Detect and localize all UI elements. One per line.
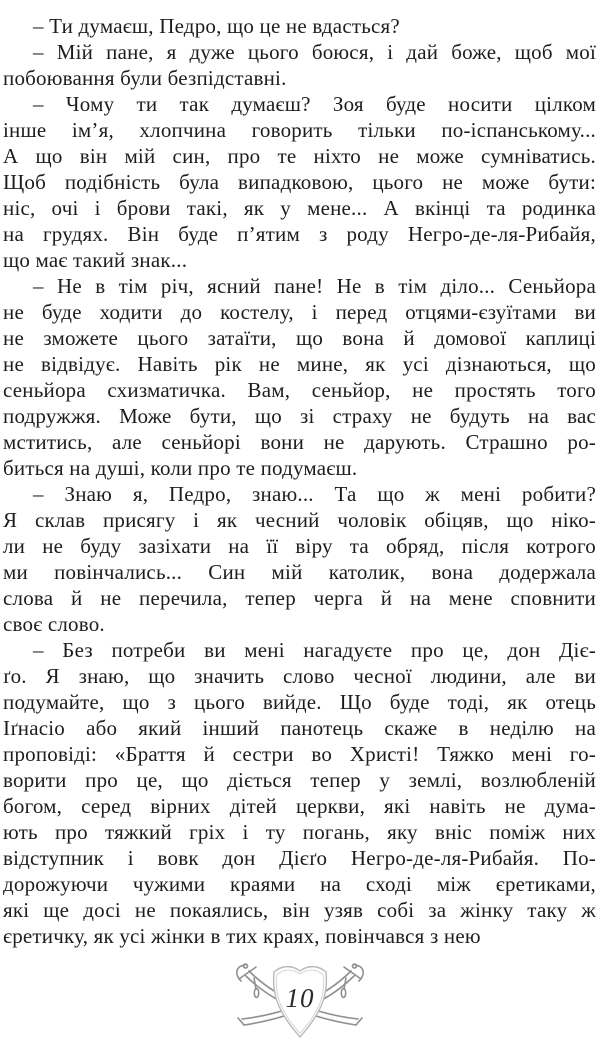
text-line-p6-l5: проповіді: «Браття й сестри во Христі! Тяжко мені го- (3, 742, 596, 766)
text-line-p6-l4: Іґнасіо або який інший панотець скаже в неділю на (3, 716, 596, 740)
page-footer-ornament (230, 962, 370, 1041)
text-line-p6-l11: які ще досі не покаялись, він узяв собі за жінку таку ж (3, 898, 596, 922)
text-line-p3-l7: що має такий знак... (3, 248, 188, 272)
text-line-p5-l1: – Знаю я, Педро, знаю... Та що ж мені робити? (33, 482, 596, 506)
text-line-p6-l8: ють про тяжкий гріх і ту погань, яку вніс поміж них (3, 820, 596, 844)
text-line-p6-l1: – Без потреби ви мені нагадуєте про це, дон Діє- (33, 638, 596, 662)
text-line-p6-l10: дорожуючи чужими краями на сході між єретиками, (3, 872, 596, 896)
text-line-p3-l3: А що він мій син, про те ніхто не може сумніватись. (3, 144, 596, 168)
text-line-p4-l4: не відвідує. Навіть рік не мине, як усі дізнаються, що (3, 352, 596, 376)
text-line-p6-l12: єретичку, як усі жінки в тих краях, повінчався з нею (3, 924, 481, 948)
text-line-p6-l7: богом, серед вірних дітей церкви, які навіть не дума- (3, 794, 596, 818)
text-line-p1-l1: – Ти думаєш, Педро, що це не вдасться? (33, 14, 400, 38)
text-line-p4-l2: не буде ходити до костелу, і перед отцями-єзуїтами ви (3, 300, 596, 324)
text-line-p4-l1: – Не в тім річ, ясний пане! Не в тім діло... Сеньйора (33, 274, 596, 298)
text-line-p5-l3: ли не буду зазіхати на її віру та обряд, після котрого (3, 534, 596, 558)
text-line-p4-l8: биться на душі, коли про те подумаєш. (3, 456, 358, 480)
text-line-p5-l5: слова й не перечила, тепер черга й на мене сповнити (3, 586, 596, 610)
text-line-p2-l2: побоювання були безпідставні. (3, 66, 287, 90)
text-line-p6-l9: відступник і вовк дон Дієґо Негро-де-ля-Рибайя. По- (3, 846, 596, 870)
text-line-p6-l2: ґо. Я знаю, що значить слово чесної людини, але ви (3, 664, 596, 688)
text-line-p3-l1: – Чому ти так думаєш? Зоя буде носити цілком (33, 92, 596, 116)
text-line-p6-l3: подумайте, що з цього вийде. Що буде тоді, як отець (3, 690, 596, 714)
text-line-p6-l6: ворити про це, що діється тепер у землі, возлюбленій (3, 768, 596, 792)
text-line-p3-l5: ніс, очі і брови такі, як у мене... А вкінці та родинка (3, 196, 596, 220)
text-block (3, 13, 596, 949)
text-line-p3-l2: інше ім’я, хлопчина говорить тільки по-іспанському... (3, 118, 596, 142)
text-line-p5-l4: ми повінчались... Син мій католик, вона додержала (3, 560, 596, 584)
text-line-p2-l1: – Мій пане, я дуже цього боюся, і дай боже, щоб мої (33, 40, 596, 64)
text-line-p4-l3: не зможете цього затаїти, що вона й домової каплиці (3, 326, 596, 350)
text-line-p5-l6: своє слово. (3, 612, 105, 636)
text-line-p4-l7: мститись, але сеньйорі вони не дарують. Страшно ро- (3, 430, 596, 454)
text-line-p4-l6: подружжя. Може бути, що зі страху не будуть на вас (3, 404, 596, 428)
text-line-p5-l2: Я склав присягу і як чесний чоловік обіцяв, що ніко- (3, 508, 596, 532)
text-line-p3-l6: на грудях. Він буде п’ятим з роду Негро-де-ля-Рибайя, (3, 222, 596, 246)
text-line-p4-l5: сеньйора схизматичка. Вам, сеньйор, не простять того (3, 378, 596, 402)
text-line-p3-l4: Щоб подібність була випадковою, цього не може бути: (3, 170, 596, 194)
page-number: 10 (285, 983, 315, 1013)
